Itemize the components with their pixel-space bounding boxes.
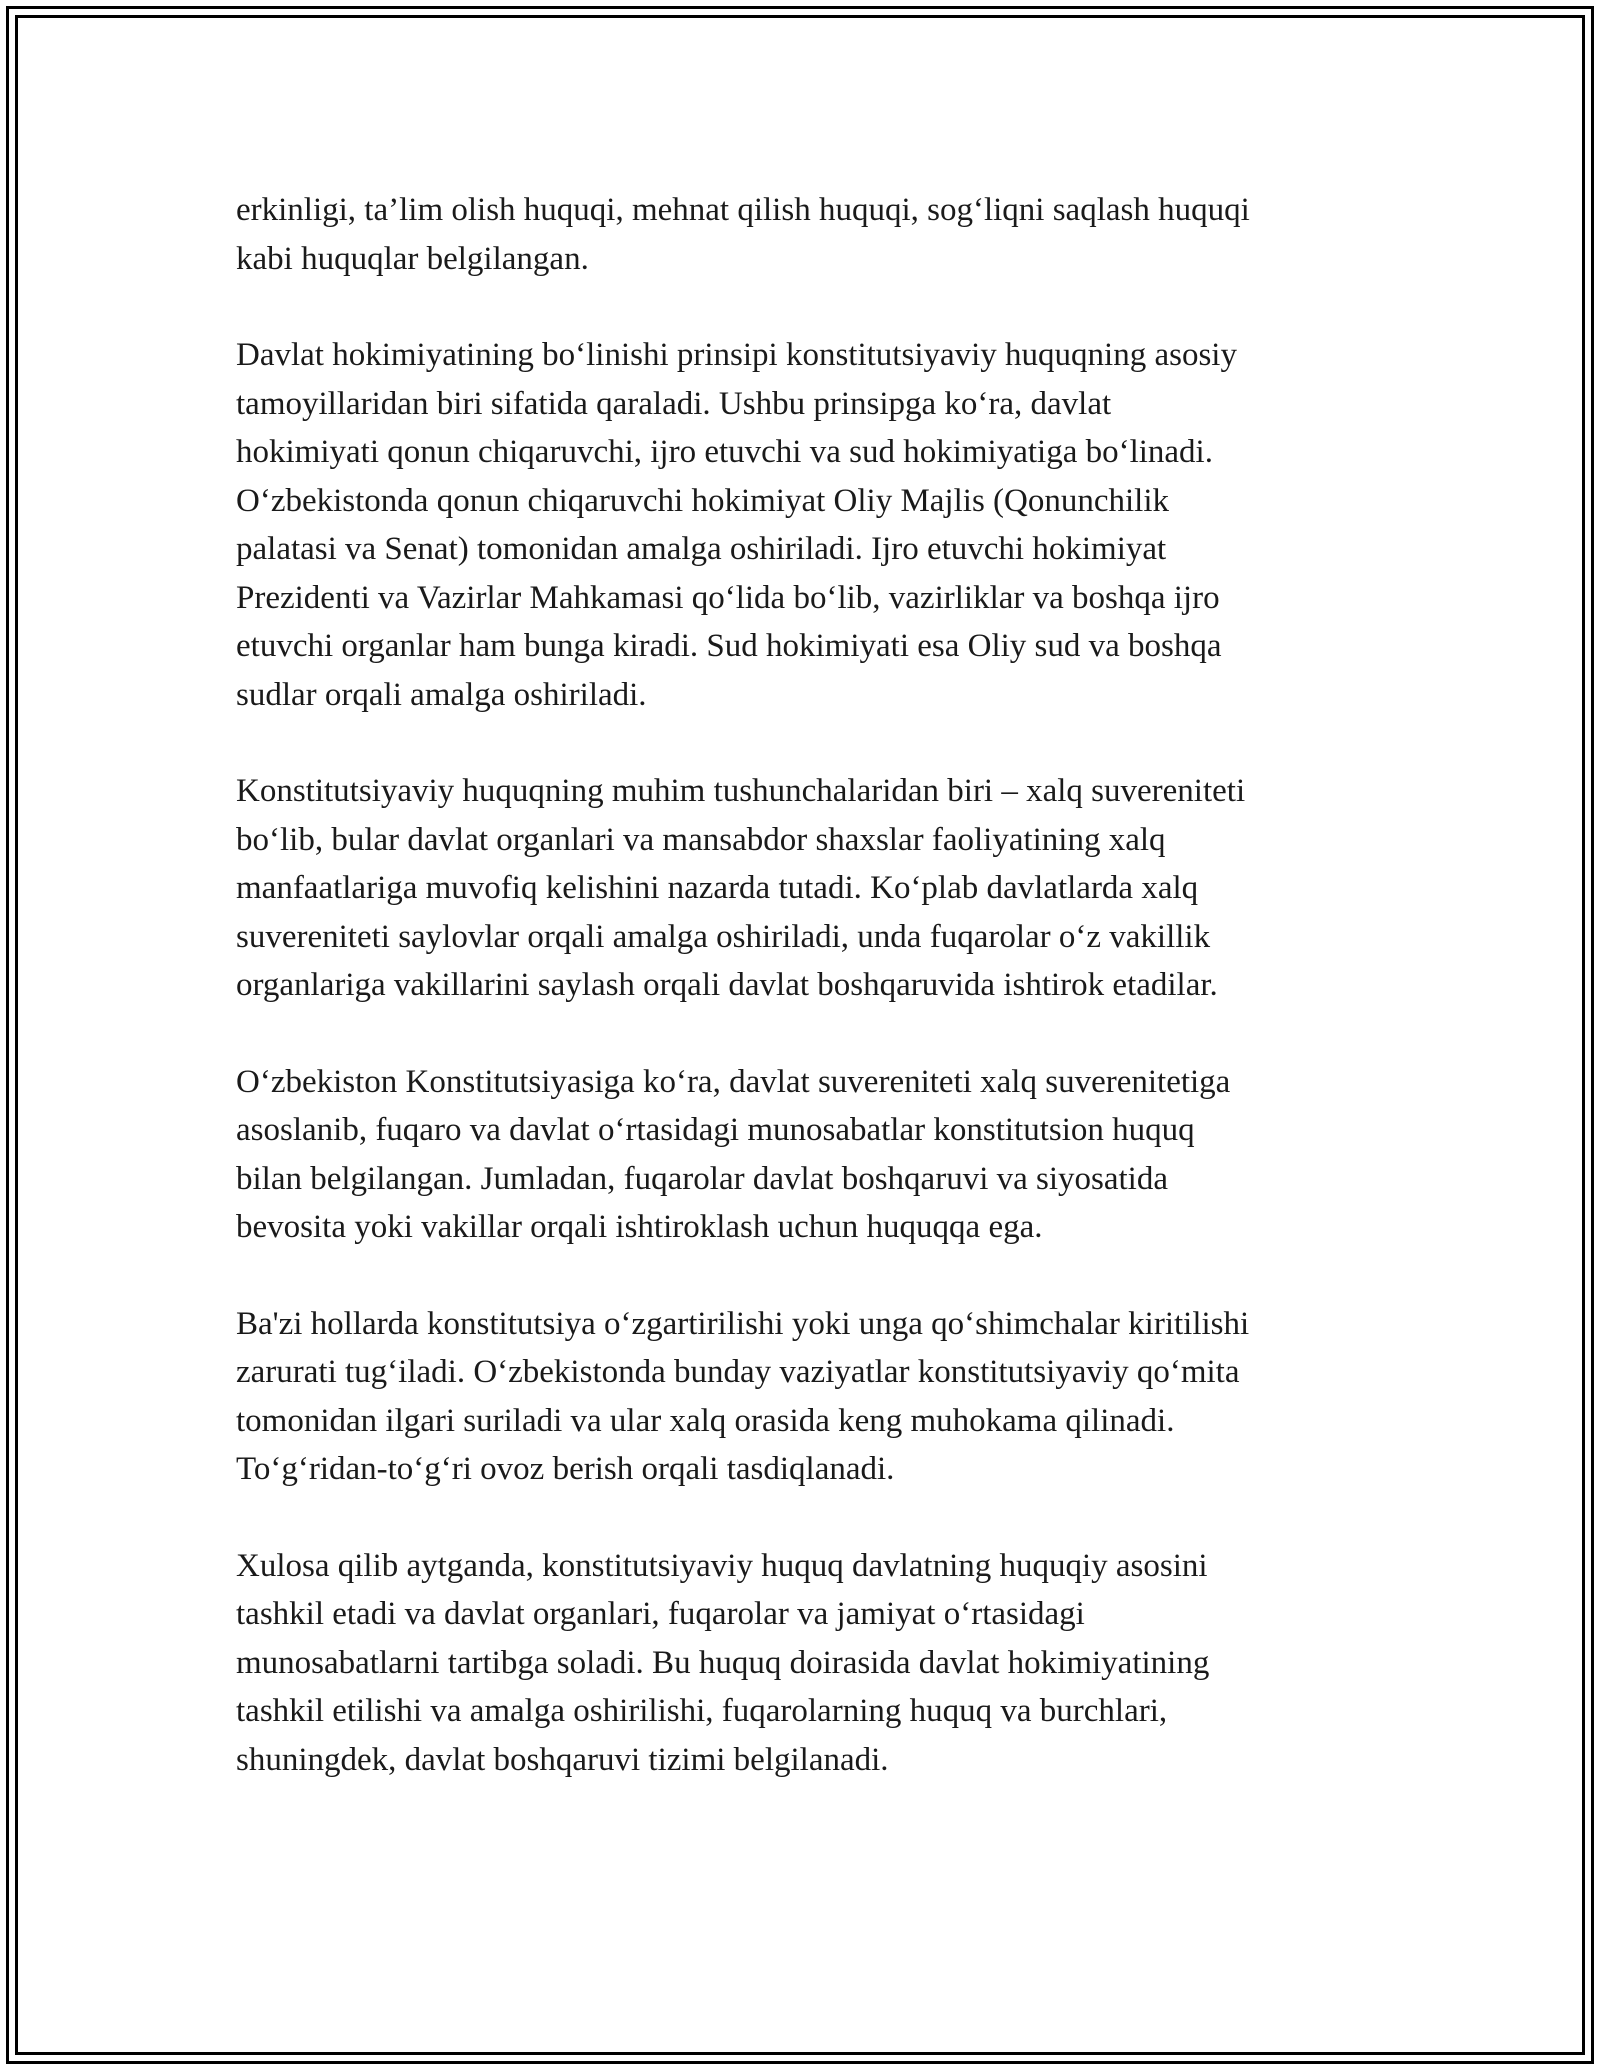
paragraph-separation-of-powers: Davlat hokimiyatining bo‘linishi prinsipi konstitutsiyaviy huquqning asosiy tamoyillaridan biri sifatida qaraladi. Ushbu prinsipga ko‘ra, davlat hokimiyati qonun chiqaruvchi, ijro etuvchi va sud hokimiyatiga bo‘linadi. O‘zbekistonda qonun chiqaruvchi hokimiyat Oliy Majlis (Qonunchilik palatasi va Senat) tomonidan amalga oshiriladi. Ijro etuvchi hokimiyat Prezidenti va Vazirlar Mahkamasi qo‘lida bo‘lib, vazirliklar va boshqa ijro etuvchi organlar ham bunga kiradi. Sud hokimiyati esa Oliy sud va boshqa sudlar orqali amalga oshiriladi. [236,337,1237,713]
paragraph-state-sovereignty: O‘zbekiston Konstitutsiyasiga ko‘ra, davlat suvereniteti xalq suverenitetiga asoslanib, fuqaro va davlat o‘rtasidagi munosabatlar konstitutsion huquq bilan belgilangan. Jumladan, fuqarolar davlat boshqaruvi va siyosatida bevosita yoki vakillar orqali ishtiroklash uchun huquqqa ega. [236,1063,1231,1245]
document-body [236,186,1386,1832]
paragraph-constitutional-amendments: Ba'zi hollarda konstitutsiya o‘zgartirilishi yoki unga qo‘shimchalar kiritilishi zarurati tug‘iladi. O‘zbekistonda bunday vaziyatlar konstitutsiyaviy qo‘mita tomonidan ilgari suriladi va ular xalq orasida keng muhokama qilinadi. To‘g‘ridan-to‘g‘ri ovoz berish orqali tasdiqlanadi. [236,1305,1250,1487]
paragraph-rights-continuation: erkinligi, ta’lim olish huquqi, mehnat qilish huquqi, sog‘liqni saqlash huquqi kabi huquqlar belgilangan. [236,192,1250,277]
paragraph-popular-sovereignty: Konstitutsiyaviy huquqning muhim tushunchalaridan biri – xalq suvereniteti bo‘lib, bular davlat organlari va mansabdor shaxslar faoliyatining xalq manfaatlariga muvofiq kelishini nazarda tutadi. Ko‘plab davlatlarda xalq suvereniteti saylovlar orqali amalga oshiriladi, unda fuqarolar o‘z vakillik organlariga vakillarini saylash orqali davlat boshqaruvida ishtirok etadilar. [236,773,1246,1003]
paragraph-conclusion: Xulosa qilib aytganda, konstitutsiyaviy huquq davlatning huquqiy asosini tashkil etadi va davlat organlari, fuqarolar va jamiyat o‘rtasidagi munosabatlarni tartibga soladi. Bu huquq doirasida davlat hokimiyatining tashkil etilishi va amalga oshirilishi, fuqarolarning huquq va burchlari, shuningdek, davlat boshqaruvi tizimi belgilanadi. [236,1547,1210,1778]
